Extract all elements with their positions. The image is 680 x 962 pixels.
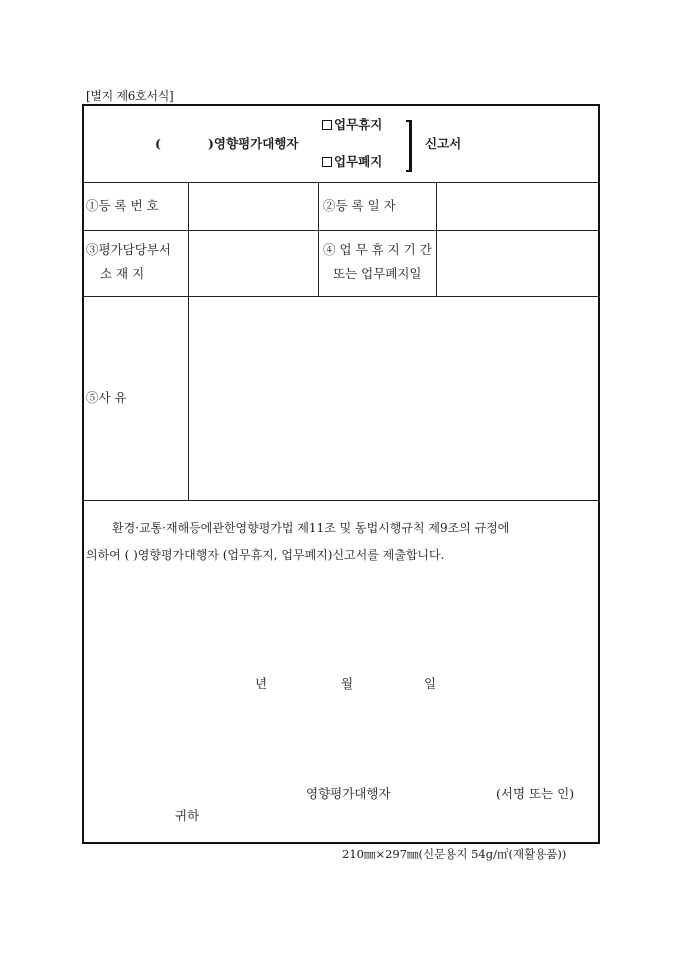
office-address-value[interactable] [190,232,316,294]
title-report: 신고서 [425,136,462,151]
date-day-label: 일 [424,676,437,691]
checkbox-close[interactable] [322,157,332,167]
checkbox-suspend[interactable] [322,120,332,130]
row2-divider [82,296,600,297]
paper-spec: 210㎜×297㎜(신문용지 54g/㎡(재활용품)) [342,847,567,861]
option-suspend[interactable] [322,119,382,132]
date-year-label: 년 [255,676,268,691]
office-address-label-line2: 소 재 지 [100,266,145,281]
date-month-label: 월 [341,676,354,691]
reason-label: ⑤사 유 [86,390,127,405]
form-number-label: [별지 제6호서식] [86,89,174,103]
suspend-period-label-line2: 또는 업무폐지일 [333,266,422,281]
mid-column-divider [318,182,319,296]
label-column-divider [188,182,189,500]
statement-line1: 환경·교통·재해등에관한영향평가법 제11조 및 동법시행규칙 제9조의 규정에 [112,521,510,535]
suspend-period-value[interactable] [438,232,598,294]
option-close[interactable] [322,156,382,169]
title-agency-type: )영향평가대행자 [208,136,299,151]
row1-divider [82,230,600,231]
value-column-divider [436,182,437,296]
recipient-label: 귀하 [175,808,200,823]
reason-value[interactable] [190,298,598,498]
reason-row-divider [82,500,600,501]
reg-date-value[interactable] [438,184,598,228]
reg-number-value[interactable] [190,184,316,228]
option-suspend-label: 업무휴지 [334,117,383,132]
reg-number-label: ①등 록 번 호 [86,198,159,213]
suspend-period-label-line1: ④ 업 무 휴 지 기 간 [323,242,432,257]
reg-date-label: ②등 록 일 자 [323,198,396,213]
signer-role: 영향평가대행자 [306,786,391,801]
statement-line2: 의하여 ( )영향평가대행자 (업무휴지, 업무폐지)신고서를 제출합니다. [86,548,445,562]
title-paren-open: ( [155,136,161,151]
office-address-label-line1: ③평가담당부서 [86,242,171,257]
title-bracket [406,120,412,172]
signature-placeholder: (서명 또는 인) [496,786,575,801]
title-row-divider [82,182,600,183]
option-close-label: 업무폐지 [334,154,383,169]
